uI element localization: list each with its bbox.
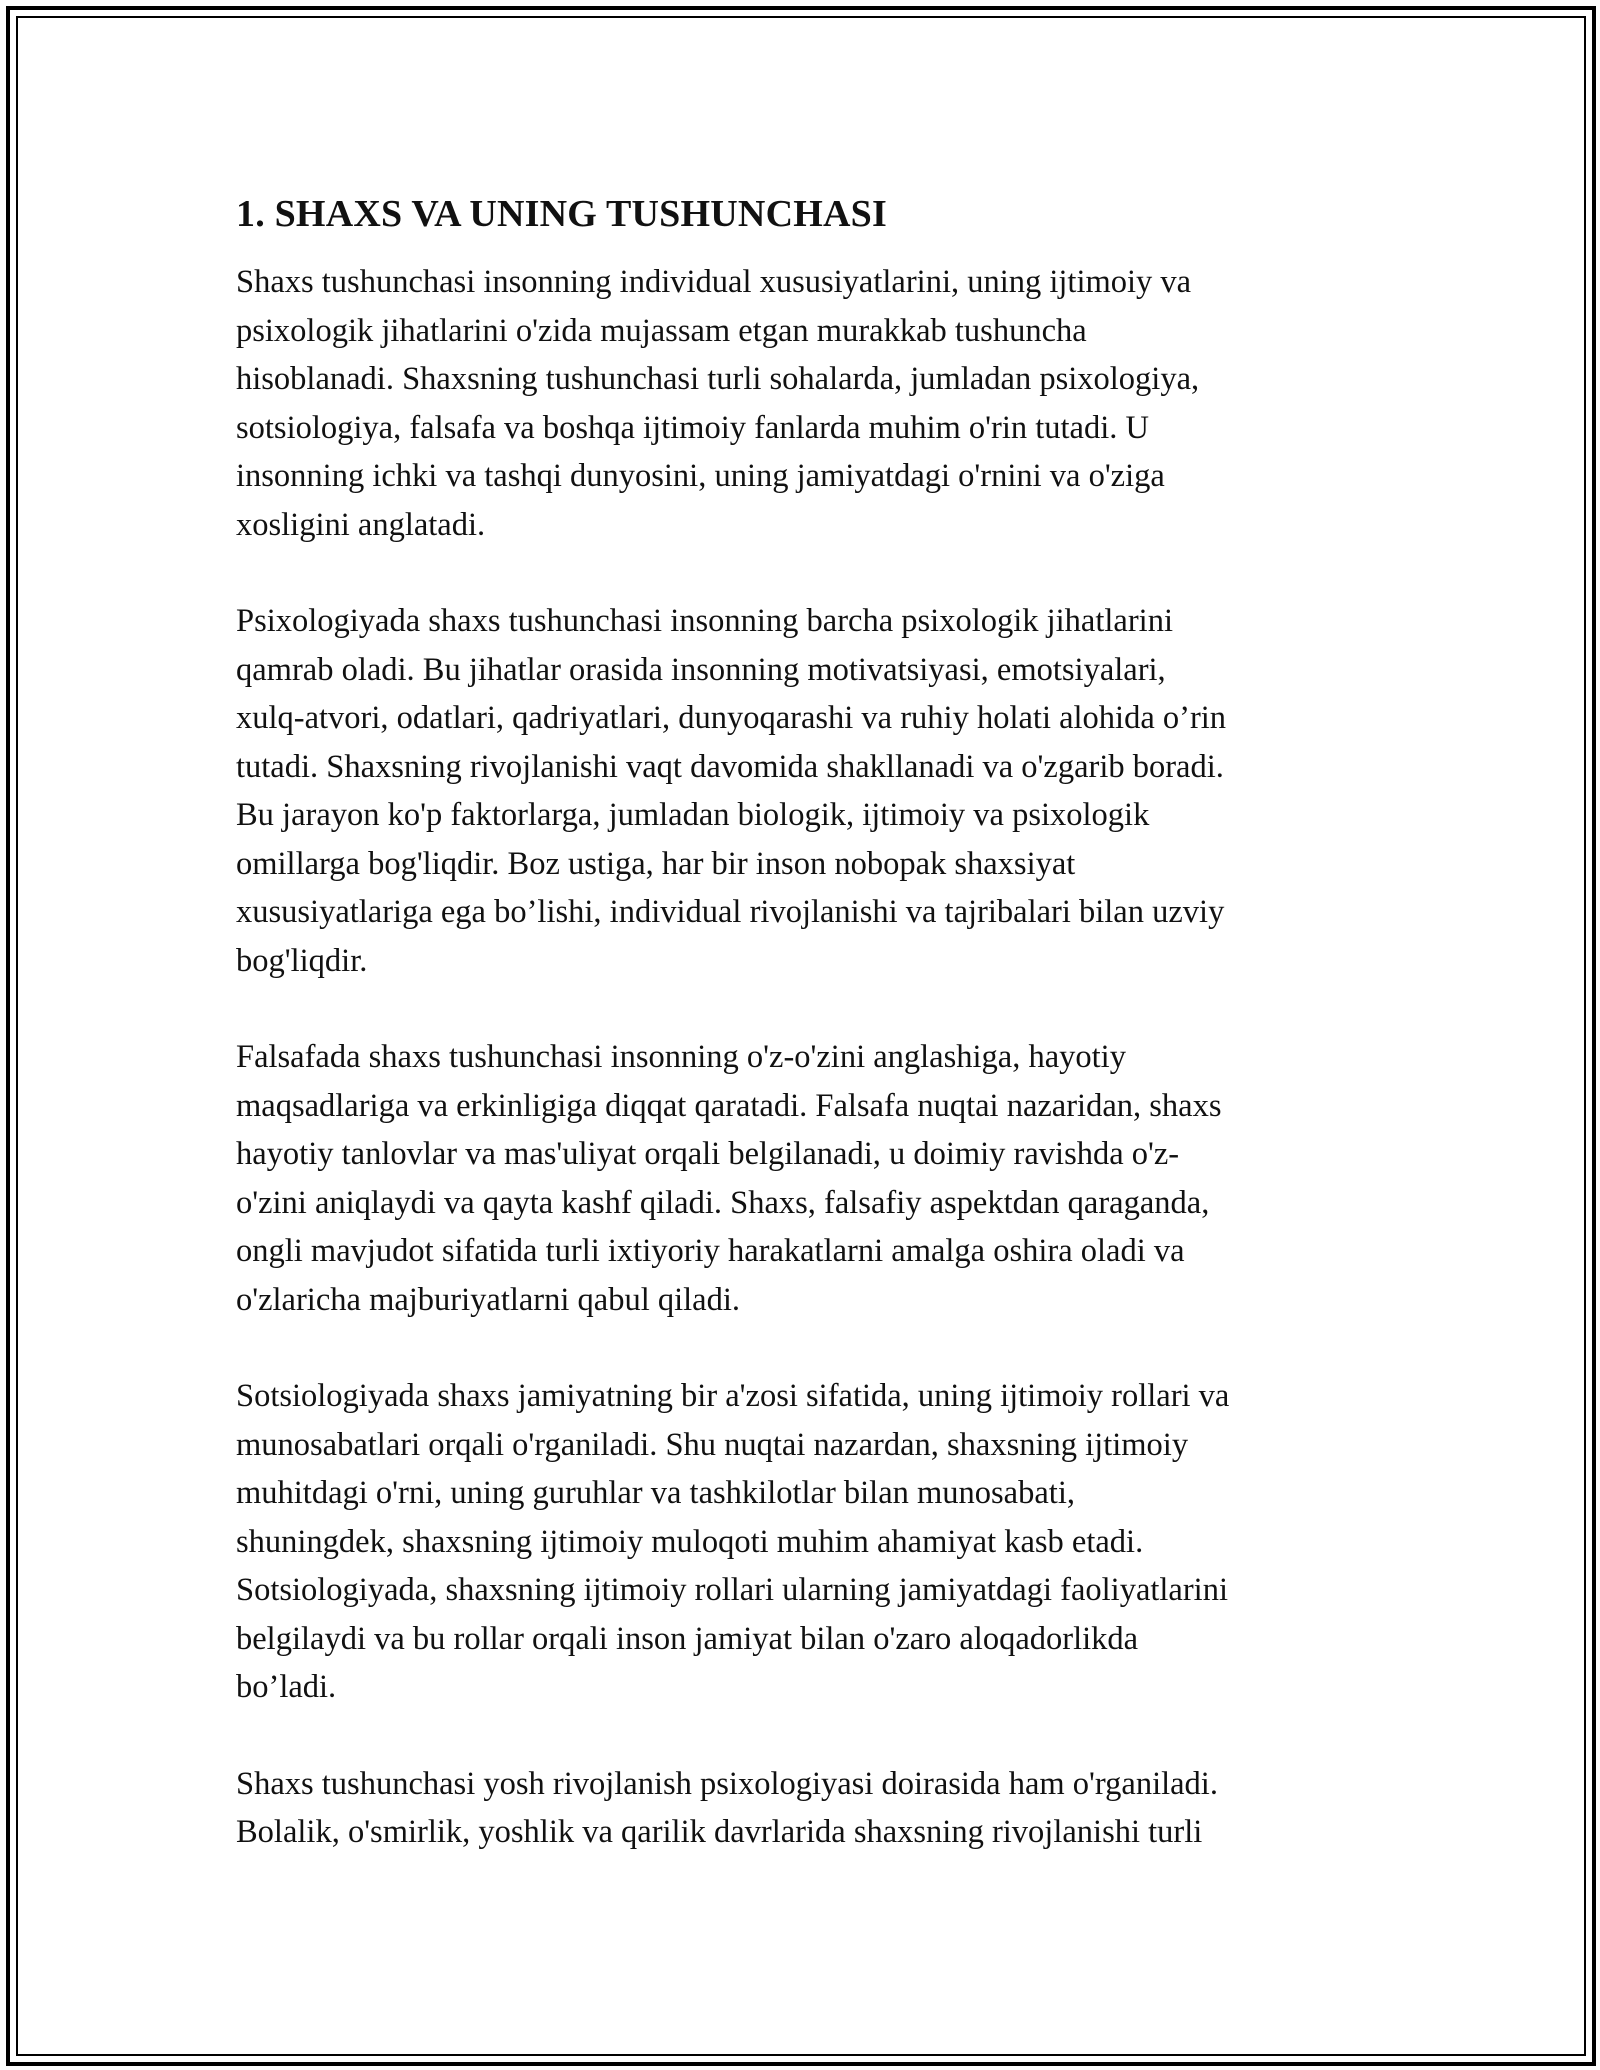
paragraph-5: Shaxs tushunchasi yosh rivojlanish psixologiyasi doirasida ham o'rganiladi. Bolalik, o'smirlik, yoshlik va qarilik davrlarida shaxsning rivojlanishi turli	[236, 1765, 1218, 1850]
paragraph-2: Psixologiyada shaxs tushunchasi insonning barcha psixologik jihatlarini qamrab oladi. Bu jihatlar orasida insonning motivatsiyasi, emotsiyalari, xulq-atvori, odatlari, qadriyatlari, dunyoqarashi va ruhiy holati alohida o’rin tutadi. Shaxsning rivojlanishi vaqt davomida shakllanadi va o'zgarib boradi. Bu jarayon ko'p faktorlarga, jumladan biologik, ijtimoiy va psixologik omillarga bog'liqdir. Boz ustiga, har bir inson nobopak shaxsiyat xususiyatlariga ega bo’lishi, individual rivojlanishi va tajribalari bilan uzviy bog'liqdir.	[236, 603, 1227, 979]
paragraph-4: Sotsiologiyada shaxs jamiyatning bir a'zosi sifatida, uning ijtimoiy rollari va munosabatlari orqali o'rganiladi. Shu nuqtai nazardan, shaxsning ijtimoiy muhitdagi o'rni, uning guruhlar va tashkilotlar bilan munosabati, shuningdek, shaxsning ijtimoiy muloqoti muhim ahamiyat kasb etadi. Sotsiologiyada, shaxsning ijtimoiy rollari ularning jamiyatdagi faoliyatlarini belgilaydi va bu rollar orqali inson jamiyat bilan o'zaro aloqadorlikda bo’ladi.	[236, 1378, 1230, 1705]
document-body	[236, 186, 1366, 1905]
paragraph-1: Shaxs tushunchasi insonning individual xususiyatlarini, uning ijtimoiy va psixologik jihatlarini o'zida mujassam etgan murakkab tushuncha hisoblanadi. Shaxsning tushunchasi turli sohalarda, jumladan psixologiya, sotsiologiya, falsafa va boshqa ijtimoiy fanlarda muhim o'rin tutadi. U insonning ichki va tashqi dunyosini, uning jamiyatdagi o'rnini va o'ziga xosligini anglatadi.	[236, 264, 1200, 543]
page-title: 1. SHAXS VA UNING TUSHUNCHASI	[236, 193, 887, 235]
paragraph-3: Falsafada shaxs tushunchasi insonning o'z-o'zini anglashiga, hayotiy maqsadlariga va erkinligiga diqqat qaratadi. Falsafa nuqtai nazaridan, shaxs hayotiy tanlovlar va mas'uliyat orqali belgilanadi, u doimiy ravishda o'z- o'zini aniqlaydi va qayta kashf qiladi. Shaxs, falsafiy aspektdan qaraganda, ongli mavjudot sifatida turli ixtiyoriy harakatlarni amalga oshira oladi va o'zlaricha majburiyatlarni qabul qiladi.	[236, 1039, 1222, 1318]
